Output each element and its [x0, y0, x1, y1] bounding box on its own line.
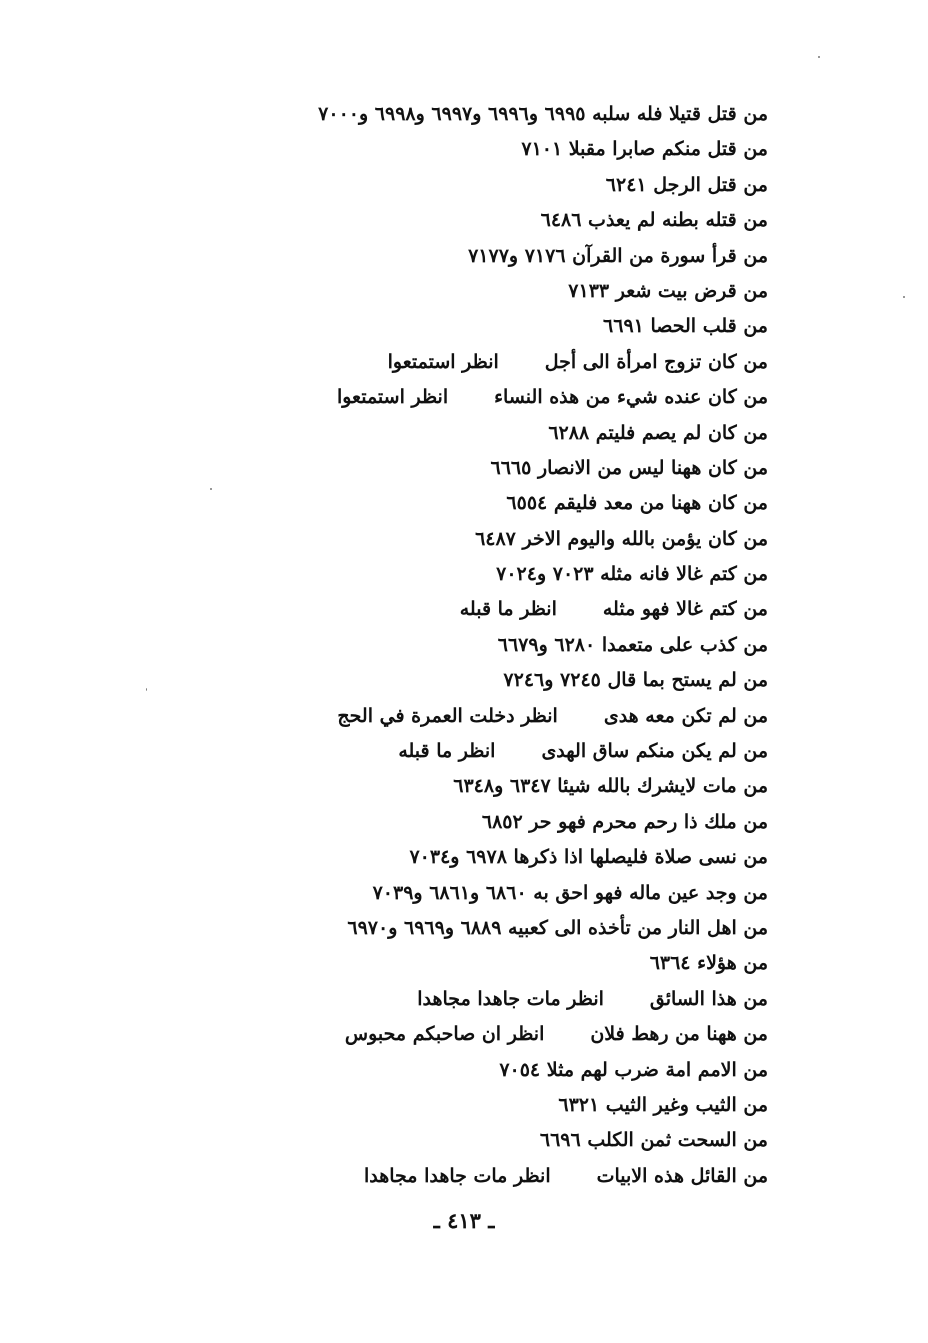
index-entry: [128, 628, 768, 663]
entry-phrase: من الثيب وغير الثيب ٦٣٢١: [558, 1093, 768, 1116]
entry-reference: انظر ان صاحبكم محبوس: [344, 1023, 545, 1046]
index-entry: [128, 557, 768, 592]
index-entry: [128, 982, 768, 1017]
entry-phrase: من نسى صلاة فليصلها اذا ذكرها ٦٩٧٨ و٧٠٣٤: [409, 846, 768, 869]
index-entry: [128, 1159, 768, 1194]
entry-reference: انظر مات جاهدا مجاهدا: [417, 987, 604, 1010]
entry-phrase: من كان يؤمن بالله واليوم الاخر ٦٤٨٧: [475, 527, 768, 550]
entry-phrase: من كتم غالا فهو مثله: [602, 598, 768, 621]
entry-phrase: من كان لم يصم فليتم ٦٢٨٨: [548, 421, 768, 444]
entry-reference: انظر دخلت العمرة في الحج: [337, 704, 558, 727]
index-entry: [128, 239, 768, 274]
entry-phrase: من وجد عين ماله فهو احق به ٦٨٦٠ و٦٨٦١ و٧٠٣٩: [372, 881, 768, 904]
entry-phrase: من لم يكن منكم ساق الهدى: [541, 740, 768, 763]
entry-phrase: من كان عنده شيء من هذه النساء: [494, 386, 768, 409]
entry-phrase: من لم تكن معه هدى: [603, 704, 768, 727]
entry-phrase: من كان تزوج امرأة الى أجل: [544, 350, 768, 373]
entry-phrase: من هؤلاء ٦٣٦٤: [649, 952, 768, 975]
entry-reference: انظر مات جاهدا مجاهدا: [363, 1164, 551, 1187]
entry-phrase: من قرض بيت شعر ٧١٣٣: [568, 279, 768, 302]
index-entry: [128, 132, 768, 167]
entry-phrase: من قتله بطنه لم يعذب ٦٤٨٦: [540, 209, 768, 232]
index-entry: [128, 592, 768, 627]
entry-phrase: من كان ههنا من معد فليقم ٦٥٥٤: [506, 492, 768, 515]
index-entry: [128, 911, 768, 946]
entry-phrase: من قتل منكم صابرا مقبلا ٧١٠١: [521, 138, 768, 161]
index-entry: [128, 1017, 768, 1052]
scan-speck: [210, 488, 212, 490]
entry-phrase: من قلب الحصا ٦٦٩١: [603, 315, 768, 338]
entry-phrase: من لم يستح بما قال ٧٢٤٥ و٧٢٤٦: [503, 669, 768, 692]
index-entry: [128, 97, 768, 132]
index-entry: [128, 769, 768, 804]
index-entry: [128, 451, 768, 486]
entry-reference: انظر ما قبله: [459, 598, 557, 621]
entry-phrase: من اهل النار من تأخذه الى كعبيه ٦٨٨٩ و٦٩٦٩ و٦٩٧٠: [347, 916, 768, 939]
entry-phrase: من مات لايشرك بالله شيئا ٦٣٤٧ و٦٣٤٨: [453, 775, 768, 798]
page-number: ـ ٤١٣ ـ: [433, 1208, 495, 1233]
entry-phrase: من كذب على متعمدا ٦٢٨٠ و٦٦٧٩: [497, 633, 768, 656]
index-entry: [128, 309, 768, 344]
entry-phrase: من قتل قتيلا فله سلبه ٦٩٩٥ و٦٩٩٦ و٦٩٩٧ و٦٩٩٨ و٧٠٠٠: [318, 103, 768, 125]
index-entry: [128, 699, 768, 734]
scan-speck: [903, 296, 905, 298]
entry-phrase: من ههنا من رهط فلان: [590, 1023, 768, 1046]
entry-phrase: من القائل هذه الابيات: [596, 1164, 768, 1187]
index-entry: [128, 168, 768, 203]
index-entry: [128, 1088, 768, 1123]
index-entry: [128, 416, 768, 451]
entry-reference: انظر استمتعوا: [336, 386, 449, 409]
index-entry: [128, 380, 768, 415]
entry-phrase: من السحت ثمن الكلب ٦٦٩٦: [539, 1129, 768, 1152]
scan-speck: [146, 688, 147, 691]
index-list: [128, 97, 768, 1194]
entry-phrase: من قتل الرجل ٦٢٤١: [605, 173, 768, 196]
index-entry: [128, 203, 768, 238]
index-entry: [128, 345, 768, 380]
index-entry: [128, 486, 768, 521]
index-entry: [128, 805, 768, 840]
scan-speck: [818, 56, 820, 58]
index-entry: [128, 1053, 768, 1088]
entry-reference: انظر استمتعوا: [387, 350, 499, 373]
index-entry: [128, 522, 768, 557]
entry-reference: انظر ما قبله: [398, 740, 496, 763]
index-entry: [128, 1123, 768, 1158]
index-entry: [128, 663, 768, 698]
index-entry: [128, 274, 768, 309]
index-entry: [128, 840, 768, 875]
entry-phrase: من كتم غالا فانه مثله ٧٠٢٣ و٧٠٢٤: [496, 563, 768, 586]
entry-phrase: من هذا السائق: [649, 987, 768, 1010]
entry-phrase: من قرأ سورة من القرآن ٧١٧٦ و٧١٧٧: [468, 244, 768, 267]
index-entry: [128, 734, 768, 769]
entry-phrase: من ملك ذا رحم محرم فهو حر ٦٨٥٢: [481, 810, 768, 833]
index-entry: [128, 876, 768, 911]
entry-phrase: من كان ههنا ليس من الانصار ٦٦٦٥: [490, 456, 768, 479]
entry-phrase: من الامم امة ضرب لهم مثلا ٧٠٥٤: [499, 1058, 768, 1081]
index-entry: [128, 946, 768, 981]
